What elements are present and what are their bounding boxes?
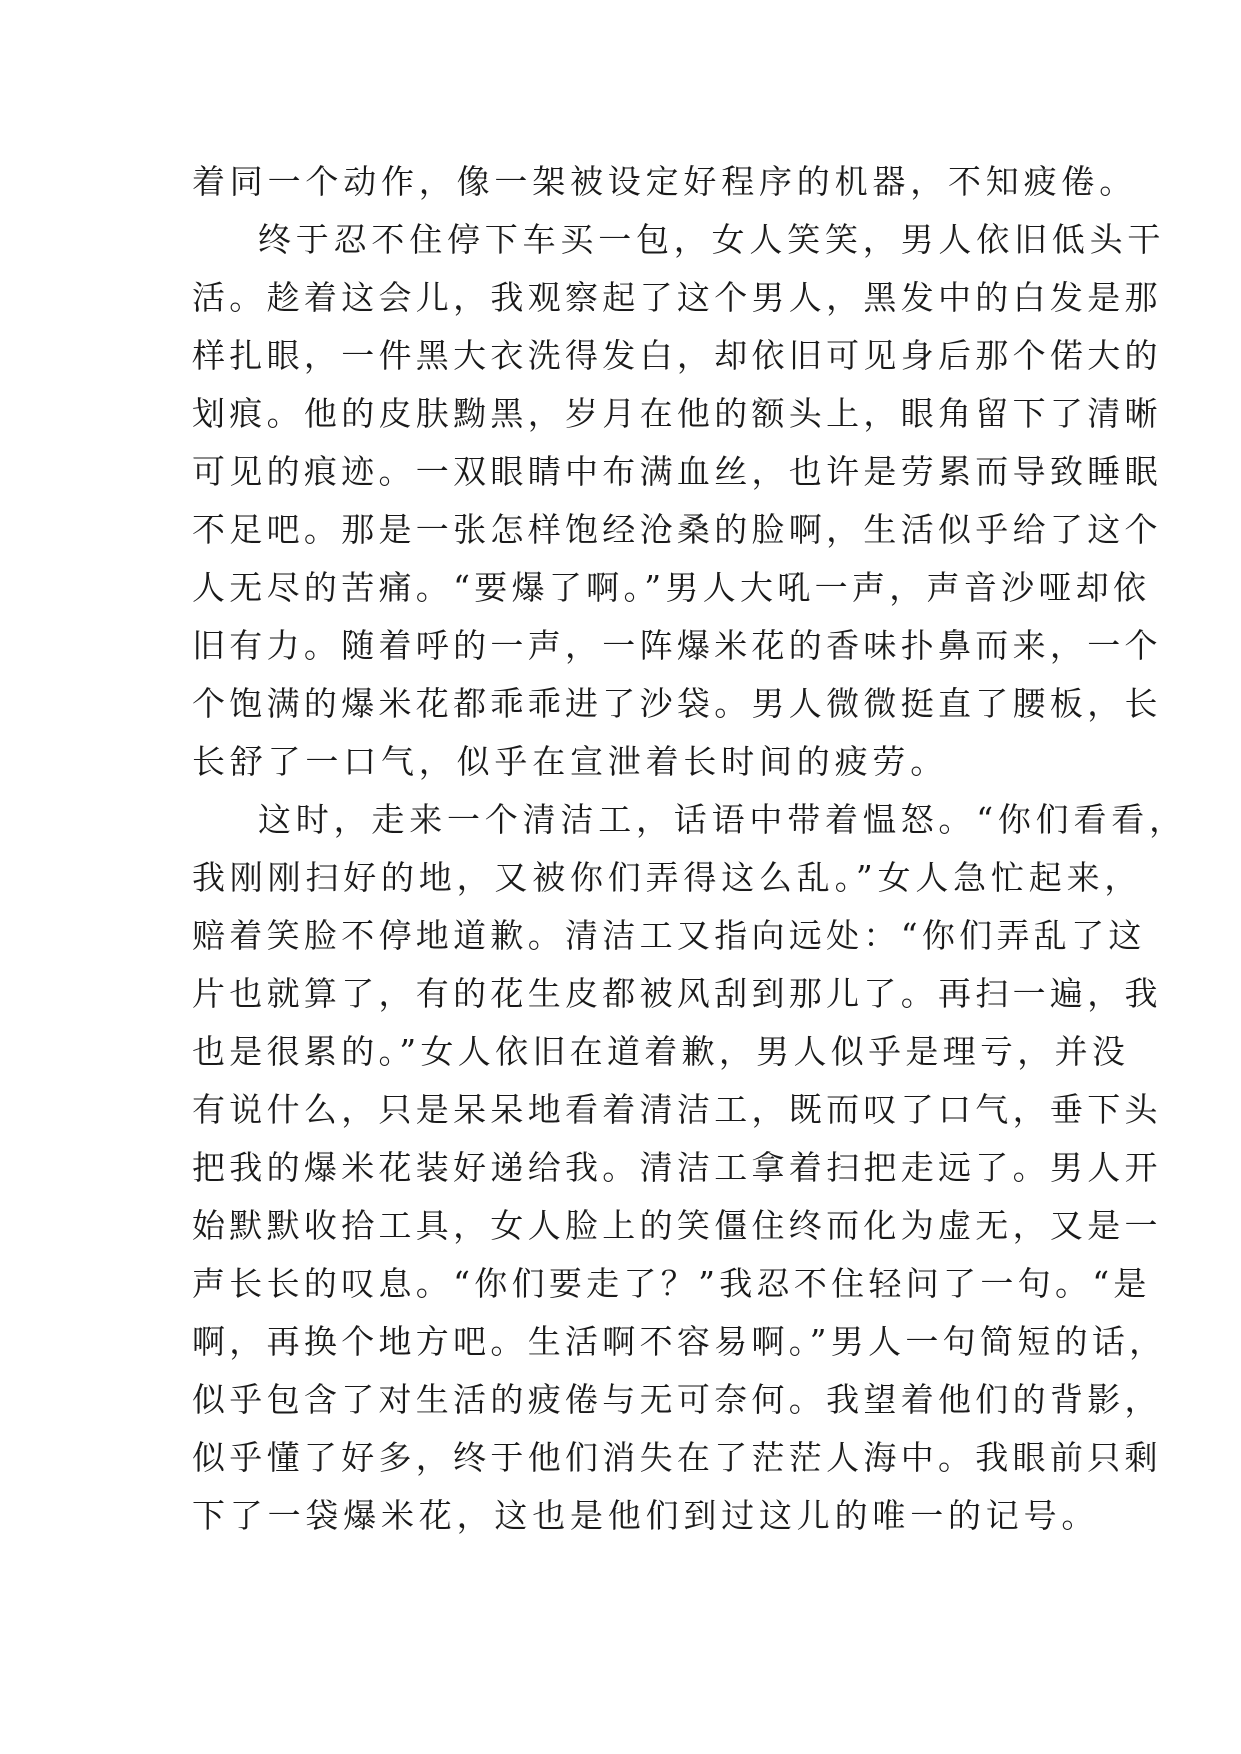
text-line-3: 活。趁着这会儿，我观察起了这个男人，黑发中的白发是那	[192, 278, 1162, 317]
text-line-5: 划痕。他的皮肤黝黑，岁月在他的额头上，眼角留下了清晰	[192, 394, 1162, 433]
text-line-21: 啊，再换个地方吧。生活啊不容易啊。”男人一句简短的话，	[192, 1322, 1167, 1361]
paragraph-start-line: 这时，走来一个清洁工，话语中带着愠怒。“你们看看，	[258, 800, 1187, 839]
text-line-15: 片也就算了，有的花生皮都被风刮到那儿了。再扫一遍，我	[192, 974, 1162, 1013]
text-line-11: 长舒了一口气，似乎在宣泄着长时间的疲劳。	[192, 742, 948, 781]
text-line-8: 人无尽的苦痛。“要爆了啊。”男人大吼一声，声音沙哑却依	[192, 568, 1151, 607]
text-line-10: 个饱满的爆米花都乖乖进了沙袋。男人微微挺直了腰板，长	[192, 684, 1162, 723]
text-line-24: 下了一袋爆米花，这也是他们到过这儿的唯一的记号。	[192, 1496, 1100, 1535]
text-line-22: 似乎包含了对生活的疲倦与无可奈何。我望着他们的背影，	[192, 1380, 1162, 1419]
text-line-9: 旧有力。随着呼的一声，一阵爆米花的香味扑鼻而来，一个	[192, 626, 1162, 665]
paragraph-start-line: 终于忍不住停下车买一包，女人笑笑，男人依旧低头干	[258, 220, 1166, 259]
text-line-16: 也是很累的。”女人依旧在道着歉，男人似乎是理亏，并没	[192, 1032, 1130, 1071]
text-line-19: 始默默收拾工具，女人脸上的笑僵住终而化为虚无，又是一	[192, 1206, 1162, 1245]
text-line-23: 似乎懂了好多，终于他们消失在了茫茫人海中。我眼前只剩	[192, 1438, 1162, 1477]
text-line-7: 不足吧。那是一张怎样饱经沧桑的脸啊，生活似乎给了这个	[192, 510, 1162, 549]
text-line-4: 样扎眼，一件黑大衣洗得发白，却依旧可见身后那个偌大的	[192, 336, 1162, 375]
text-line-6: 可见的痕迹。一双眼睛中布满血丝，也许是劳累而导致睡眠	[192, 452, 1162, 491]
text-line-1: 着同一个动作，像一架被设定好程序的机器，不知疲倦。	[192, 162, 1137, 201]
text-line-18: 把我的爆米花装好递给我。清洁工拿着扫把走远了。男人开	[192, 1148, 1162, 1187]
text-line-13: 我刚刚扫好的地，又被你们弄得这么乱。”女人急忙起来，	[192, 858, 1143, 897]
text-line-17: 有说什么，只是呆呆地看着清洁工，既而叹了口气，垂下头	[192, 1090, 1162, 1129]
text-line-20: 声长长的叹息。“你们要走了？”我忍不住轻问了一句。“是	[192, 1264, 1151, 1303]
text-line-14: 赔着笑脸不停地道歉。清洁工又指向远处：“你们弄乱了这	[192, 916, 1146, 955]
